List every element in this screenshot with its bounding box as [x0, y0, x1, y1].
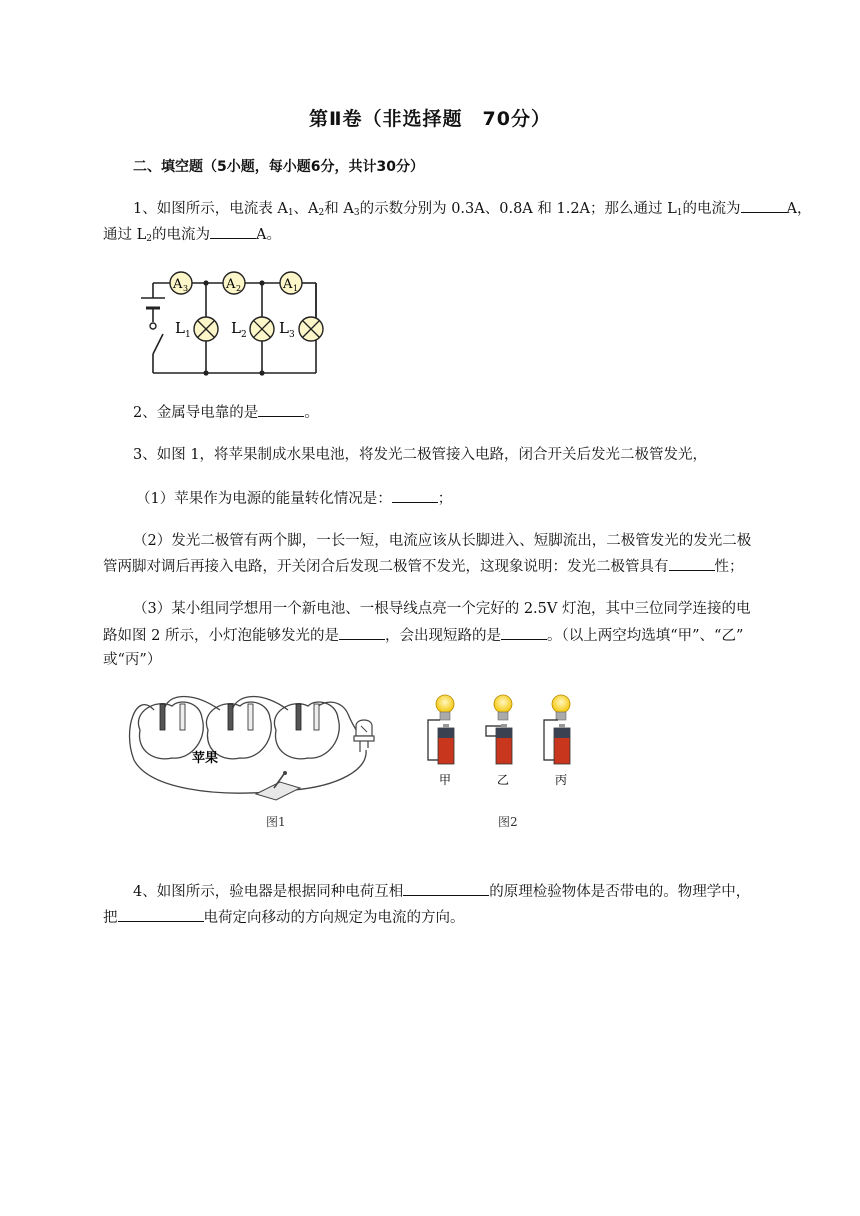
setup-yi [486, 695, 512, 764]
answer-blank[interactable] [210, 223, 256, 239]
answer-blank[interactable] [741, 197, 787, 213]
svg-text:A: A [173, 277, 183, 292]
svg-text:2: 2 [236, 284, 242, 293]
ammeter-a3 [170, 272, 192, 294]
question-3-part-1: （1）苹果作为电源的能量转化情况是： ； [136, 487, 452, 510]
svg-text:L: L [279, 319, 289, 337]
setup-bing [544, 695, 570, 764]
question-3-part-3-line-1: （3）某小组同学想用一个新电池、一根导线点亮一个完好的 2.5V 灯泡，其中三位同学连接的电 [133, 601, 751, 617]
question-3-part-2-line-1: （2）发光二极管有两个脚，一长一短，电流应该从长脚进入、短脚流出，二极管发光的发光二极 [133, 533, 752, 549]
page-title: 第Ⅱ卷（非选择题 70分） [309, 108, 551, 130]
apple-3 [274, 702, 339, 759]
setup-jia [428, 695, 454, 764]
question-4-line-2: 把 电荷定向移动的方向规定为电流的方向。 [103, 906, 465, 929]
section-heading: 二、填空题（5小题，每小题6分，共计30分） [133, 159, 424, 175]
circuit-diagram [130, 266, 335, 378]
led-icon [354, 720, 374, 752]
bulb-icon [494, 695, 512, 713]
ammeter-a1 [280, 272, 302, 294]
bulb-icon [436, 695, 454, 713]
figure-1-apple-battery [128, 690, 388, 835]
bulb-icon [552, 695, 570, 713]
answer-blank[interactable] [339, 624, 385, 640]
question-3-part-3-line-3: 或“丙”） [103, 652, 162, 668]
svg-text:L: L [231, 319, 241, 337]
fig2-label-jia: 甲 [439, 773, 452, 787]
svg-text:3: 3 [183, 284, 189, 293]
svg-text:A: A [283, 277, 293, 292]
knife-switch-icon [256, 771, 300, 800]
svg-text:1: 1 [185, 330, 191, 340]
question-3-intro: 3、如图 1，将苹果制成水果电池，将发光二极管接入电路，闭合开关后发光二极管发光， [133, 447, 708, 463]
ammeter-a2 [223, 272, 245, 294]
lamp-l3 [279, 317, 323, 341]
answer-blank[interactable] [669, 555, 715, 571]
question-1-line-2: 通过 $L_2$的电流为 A。 [103, 223, 281, 250]
switch-lever [153, 334, 163, 354]
switch-pivot [150, 323, 156, 329]
fig2-caption: 图2 [498, 815, 518, 829]
question-3-part-3-line-2: 路如图 2 所示，小灯泡能够发光的是 ，会出现短路的是 。（以上两空均选填“甲”、“乙” [103, 624, 743, 647]
answer-blank[interactable] [258, 401, 304, 417]
answer-blank[interactable] [392, 487, 438, 503]
fig2-label-yi: 乙 [497, 773, 510, 787]
svg-text:L: L [175, 319, 185, 337]
answer-blank[interactable] [501, 624, 547, 640]
fig2-label-bing: 丙 [555, 773, 568, 787]
question-1-line-1: 1、如图所示，电流表 $A_1$、$A_2$和 $A_3$的示数分别为 0.3A、0.8A 和 1.2A；那么通过 $L_1$的电流为 A， [133, 197, 811, 224]
svg-text:3: 3 [289, 330, 295, 340]
electrodes [160, 704, 319, 730]
answer-blank[interactable] [403, 880, 489, 896]
lamp-l1 [175, 317, 218, 341]
fig1-apple-label: 苹果 [192, 751, 219, 766]
fig1-caption: 图1 [266, 815, 286, 829]
svg-text:1: 1 [293, 284, 299, 293]
lamp-l2 [231, 317, 274, 341]
question-3-part-2-line-2: 管两脚对调后再接入电路，开关闭合后发现二极管不发光，这现象说明：发光二极管具有 性； [103, 555, 744, 578]
question-4-line-1: 4、如图所示，验电器是根据同种电荷互相 的原理检验物体是否带电的。物理学中， [133, 880, 750, 903]
figure-2-bulb-circuits [420, 690, 590, 835]
svg-text:2: 2 [241, 330, 247, 340]
svg-text:A: A [226, 277, 236, 292]
question-2: 2、金属导电靠的是 。 [133, 401, 319, 424]
answer-blank[interactable] [118, 906, 204, 922]
